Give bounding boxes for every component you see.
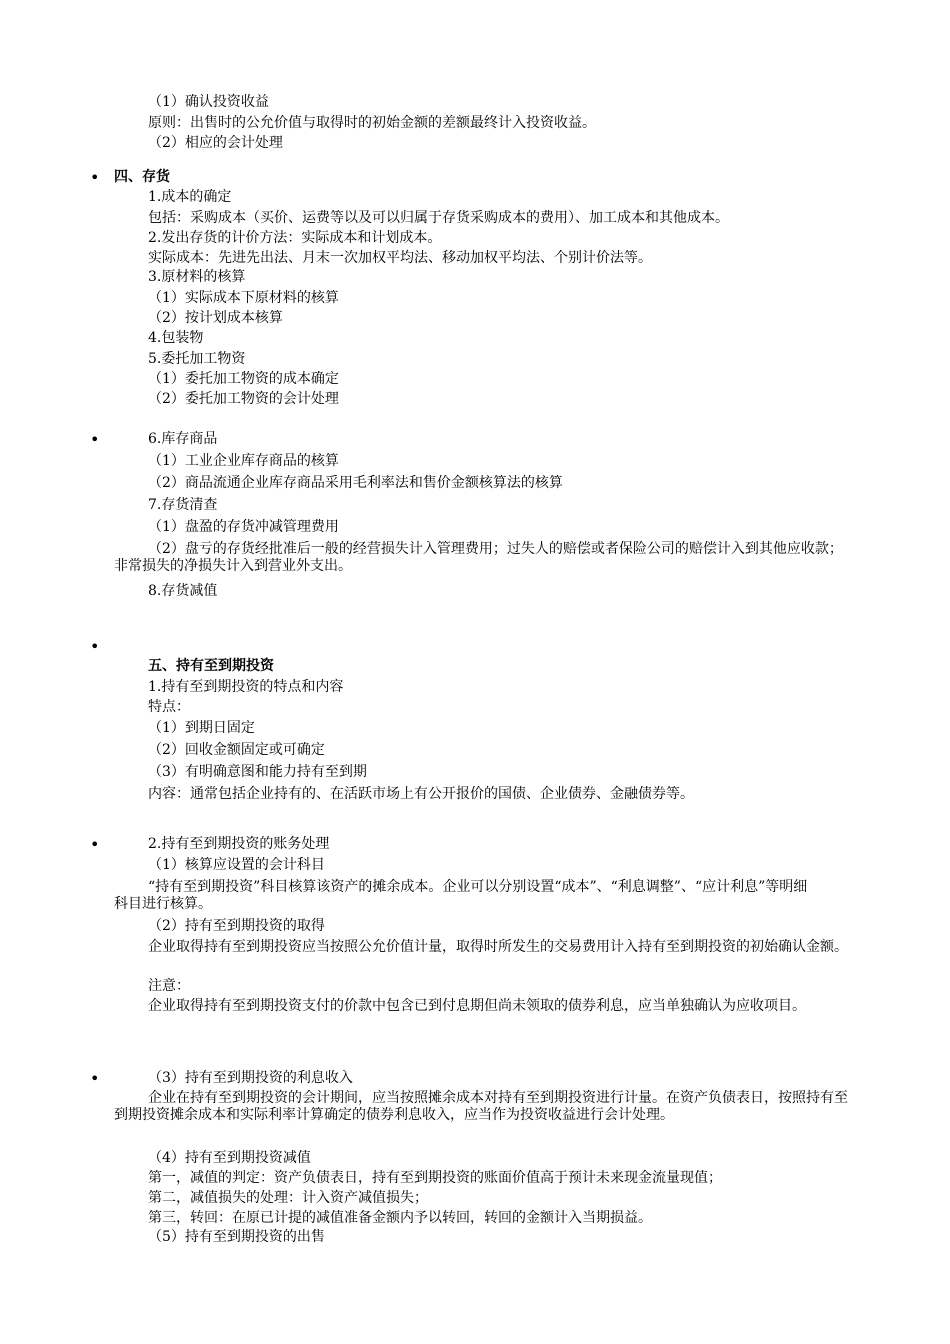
text-line: （1）工业企业库存商品的核算	[148, 453, 339, 469]
text-line: （2）持有至到期投资的取得	[148, 918, 325, 934]
text-line: （5）持有至到期投资的出售	[148, 1229, 325, 1245]
text-line: 特点：	[148, 699, 190, 715]
text-line: 2.持有至到期投资的账务处理	[148, 836, 330, 852]
text-line: （3）有明确意图和能力持有至到期	[148, 764, 367, 780]
text-line: 8.存货减值	[148, 583, 218, 599]
text-line: 内容：通常包括企业持有的、在活跃市场上有公开报价的国债、企业债券、金融债券等。	[148, 786, 694, 802]
bullet-marker: •	[90, 835, 100, 854]
text-line: （1）实际成本下原材料的核算	[148, 290, 339, 306]
section-heading: 五、持有至到期投资	[148, 658, 274, 674]
text-line: （1）核算应设置的会计科目	[148, 857, 325, 873]
text-line: 原则：出售时的公允价值与取得时的初始金额的差额最终计入投资收益。	[148, 115, 596, 131]
text-line: （1）委托加工物资的成本确定	[148, 371, 339, 387]
text-line: （2）相应的会计处理	[148, 135, 283, 151]
text-line: 6.库存商品	[148, 431, 218, 447]
bullet-marker: •	[90, 168, 100, 187]
bullet-marker: •	[90, 430, 100, 449]
text-line: 实际成本：先进先出法、月末一次加权平均法、移动加权平均法、个别计价法等。	[148, 250, 652, 266]
paragraph: 企业取得持有至到期投资支付的价款中包含已到付息期但尚未领取的债券利息，应当单独确认为应收项目。	[148, 998, 806, 1014]
text-line: 4.包装物	[148, 330, 204, 346]
text-line: 第一，减值的判定：资产负债表日，持有至到期投资的账面价值高于预计未来现金流量现值；	[148, 1170, 722, 1186]
text-line: （2）商品流通企业库存商品采用毛利率法和售价金额核算法的核算	[148, 475, 563, 491]
text-line: 7.存货清查	[148, 497, 218, 513]
bullet-marker: •	[90, 1069, 100, 1088]
text-line: 3.原材料的核算	[148, 269, 246, 285]
text-line: 第二，减值损失的处理：计入资产减值损失；	[148, 1190, 428, 1206]
text-line: （2）按计划成本核算	[148, 310, 283, 326]
text-line: 1.成本的确定	[148, 189, 232, 205]
text-line: （2）回收金额固定或可确定	[148, 742, 325, 758]
text-line: （2）委托加工物资的会计处理	[148, 391, 339, 407]
paragraph: （2）盘亏的存货经批准后一般的经营损失计入管理费用；过失人的赔偿或者保险公司的赔偿计入到其他应收款；非常损失的净损失计入到营业外支出。	[114, 541, 843, 574]
paragraph: “持有至到期投资”科目核算该资产的摊余成本。企业可以分别设置“成本”、“利息调整”、“应计利息”等明细科目进行核算。	[114, 879, 808, 912]
text-line: （1）到期日固定	[148, 720, 255, 736]
paragraph: 企业取得持有至到期投资应当按照公允价值计量，取得时所发生的交易费用计入持有至到期投资的初始确认金额。	[148, 939, 848, 955]
text-line: 包括：采购成本（买价、运费等以及可以归属于存货采购成本的费用）、加工成本和其他成本。	[148, 210, 729, 226]
text-line: 2.发出存货的计价方法：实际成本和计划成本。	[148, 230, 442, 246]
text-line: （4）持有至到期投资减值	[148, 1150, 311, 1166]
text-line: （1）盘盈的存货冲减管理费用	[148, 519, 339, 535]
text-line: （3）持有至到期投资的利息收入	[148, 1070, 353, 1086]
bullet-marker: •	[90, 637, 100, 656]
paragraph: 企业在持有至到期投资的会计期间，应当按照摊余成本对持有至到期投资进行计量。在资产负债表日，按照持有至到期投资摊余成本和实际利率计算确定的债券利息收入，应当作为投资收益进行会计处理。	[114, 1090, 848, 1123]
text-line: 第三，转回：在原已计提的减值准备金额内予以转回，转回的金额计入当期损益。	[148, 1210, 652, 1226]
text-line: 注意：	[148, 978, 190, 994]
text-line: 1.持有至到期投资的特点和内容	[148, 679, 344, 695]
text-line: 5.委托加工物资	[148, 351, 246, 367]
text-line: （1）确认投资收益	[148, 94, 269, 110]
section-heading: 四、存货	[114, 169, 170, 185]
